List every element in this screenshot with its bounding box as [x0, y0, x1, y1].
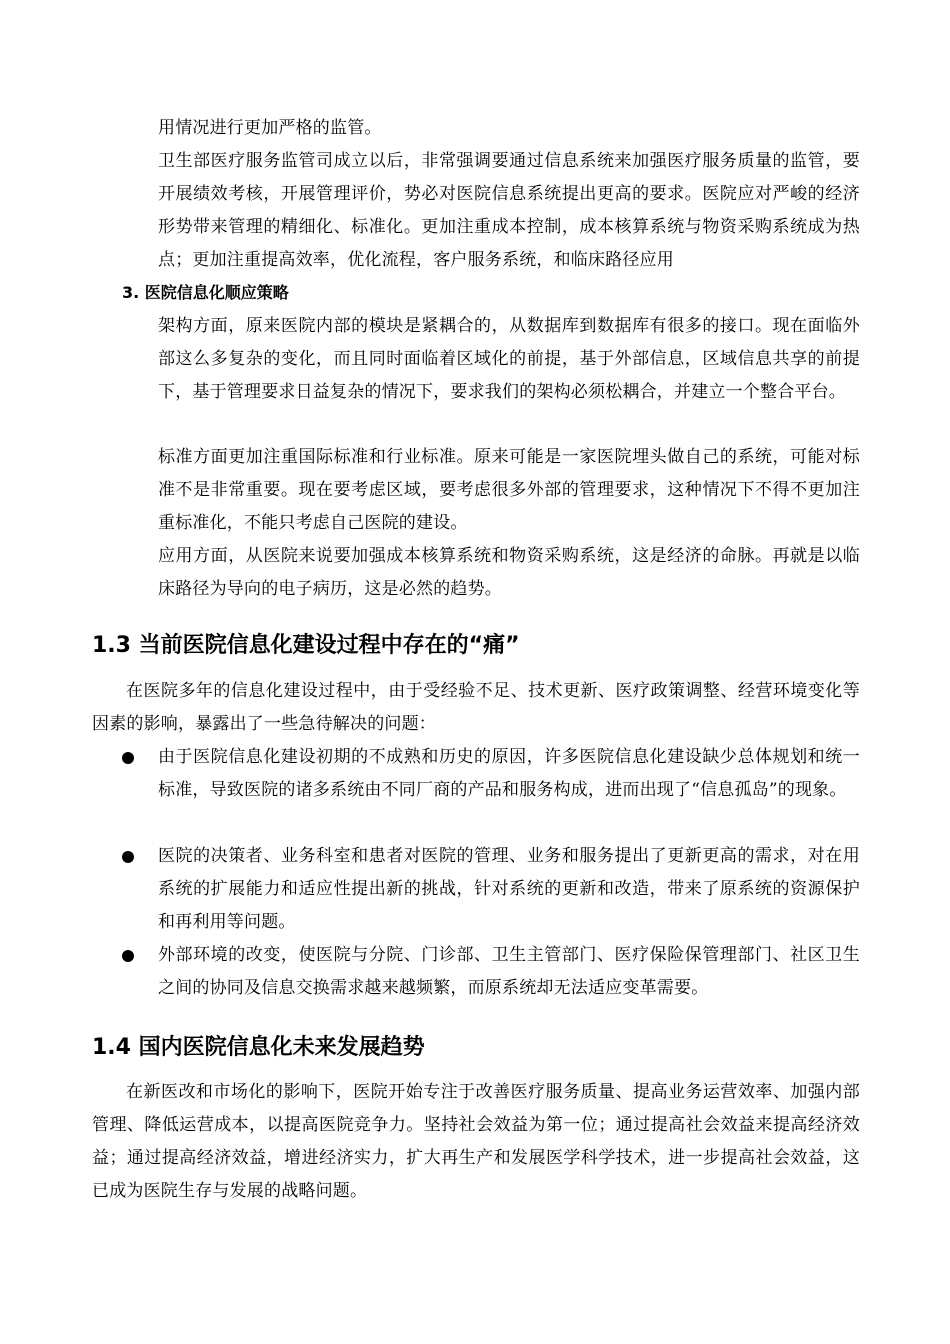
list-item-text: 医院的决策者、业务科室和患者对医院的管理、业务和服务提出了更新更高的需求，对在用系统的扩展能力和适应性提出新的挑战，针对系统的更新和改造，带来了原系统的资源保护和再利用等问题。 — [158, 846, 860, 932]
paragraph-supervision: 卫生部医疗服务监管司成立以后，非常强调要通过信息系统来加强医疗服务质量的监管，要开展绩效考核，开展管理评价，势必对医院信息系统提出更高的要求。医院应对严峻的经济形势带来管理的精细化、标准化。更加注重成本控制，成本核算系统与物资采购系统成为热点；更加注重提高效率，优化流程，客户服务系统，和临床路径应用 — [158, 151, 860, 270]
paragraph-future-trends: 在新医改和市场化的影响下，医院开始专注于改善医疗服务质量、提高业务运营效率、加强内部管理、降低运营成本，以提高医院竞争力。坚持社会效益为第一位；通过提高社会效益来提高经济效益；通过提高经济效益，增进经济实力，扩大再生产和发展医学科学技术，进一步提高社会效益，这已成为医院生存与发展的战略问题。 — [92, 1082, 860, 1201]
list-item-text: 由于医院信息化建设初期的不成熟和历史的原因，许多医院信息化建设缺少总体规划和统一标准，导致医院的诸多系统由不同厂商的产品和服务构成，进而出现了“信息孤岛”的现象。 — [158, 747, 860, 800]
bullet-icon — [122, 752, 134, 764]
section-heading-1-4: 1.4 国内医院信息化未来发展趋势 — [92, 1035, 425, 1060]
paragraph-architecture: 架构方面，原来医院内部的模块是紧耦合的，从数据库到数据库有很多的接口。现在面临外部这么多复杂的变化，而且同时面临着区域化的前提，基于外部信息，区域信息共享的前提下，基于管理要求日益复杂的情况下，要求我们的架构必须松耦合，并建立一个整合平台。 — [158, 316, 860, 402]
bullet-icon — [122, 950, 134, 962]
bullet-icon — [122, 851, 134, 863]
paragraph-tail: 用情况进行更加严格的监管。 — [158, 118, 382, 138]
subsection-heading: 3. 医院信息化顺应策略 — [122, 283, 289, 302]
paragraph-application: 应用方面，从医院来说要加强成本核算系统和物资采购系统，这是经济的命脉。再就是以临床路径为导向的电子病历，这是必然的趋势。 — [158, 546, 860, 599]
paragraph-standard: 标准方面更加注重国际标准和行业标准。原来可能是一家医院埋头做自己的系统，可能对标准不是非常重要。现在要考虑区域，要考虑很多外部的管理要求，这种情况下不得不更加注重标准化，不能只考虑自己医院的建设。 — [158, 447, 860, 533]
list-item-text: 外部环境的改变，使医院与分院、门诊部、卫生主管部门、医疗保险保管理部门、社区卫生之间的协同及信息交换需求越来越频繁，而原系统却无法适应变革需要。 — [158, 945, 860, 998]
paragraph-pain-intro: 在医院多年的信息化建设过程中，由于受经验不足、技术更新、医疗政策调整、经营环境变化等因素的影响，暴露出了一些急待解决的问题： — [92, 681, 860, 734]
section-heading-1-3: 1.3 当前医院信息化建设过程中存在的“痛” — [92, 633, 520, 658]
